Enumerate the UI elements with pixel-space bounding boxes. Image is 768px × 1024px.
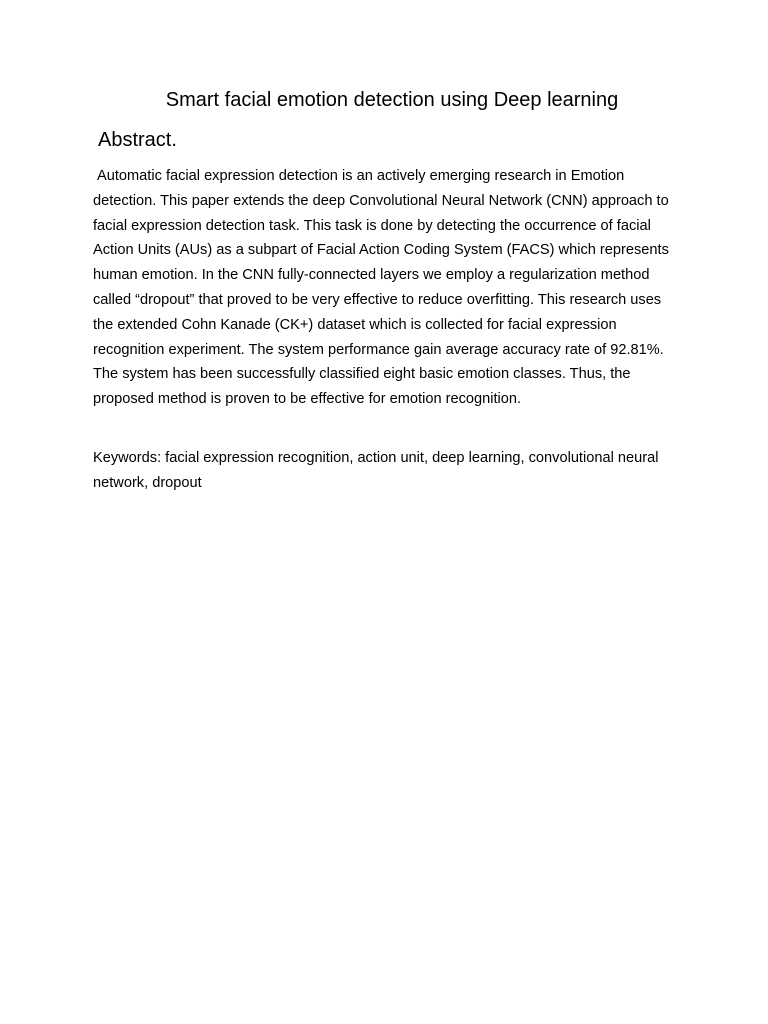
keywords-paragraph: Keywords: facial expression recognition, action unit, deep learning, convolutional neural network, dropout (93, 450, 659, 491)
abstract-paragraph: Automatic facial expression detection is an actively emerging research in Emotion detection. This paper extends the deep Convolutional Neural Network (CNN) approach to facial expression detection task. This task is done by detecting the occurrence of facial Action Units (AUs) as a subpart of Facial Action Coding System (FACS) which represents human emotion. In the CNN fully-connected layers we employ a regularization method called “dropout” that proved to be very effective to reduce overfitting. This research uses the extended Cohn Kanade (CK+) dataset which is collected for facial expression recognition experiment. The system performance gain average accuracy rate of 92.81%. The system has been successfully classified eight basic emotion classes. Thus, the proposed method is proven to be effective for emotion recognition. (93, 168, 669, 408)
paper-title: Smart facial emotion detection using Deep learning (165, 89, 619, 111)
abstract-heading: Abstract. (98, 129, 177, 151)
